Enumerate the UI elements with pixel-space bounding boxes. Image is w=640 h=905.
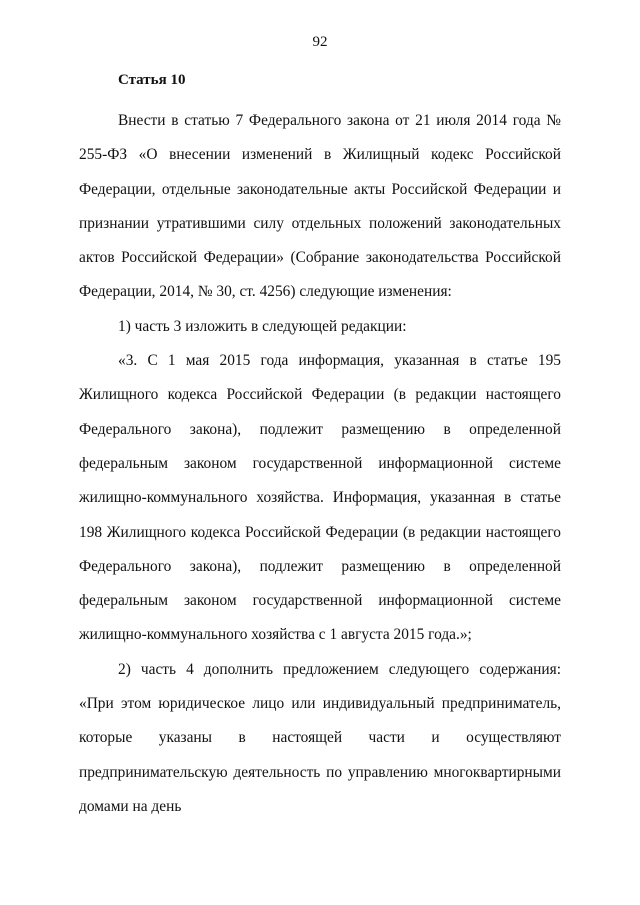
- paragraph-item-1: 1) часть 3 изложить в следующей редакции:: [118, 317, 407, 335]
- document-body: [79, 104, 561, 824]
- paragraph-quoted-part-3: «3. С 1 мая 2015 года информация, указанная в статье 195 Жилищного кодекса Российской Федерации (в редакции настоящего Федерального закона), подлежит размещению в определенной федеральным законом государственной информационной системе жилищно-коммунального хозяйства. Информация, указанная в статье 198 Жилищного кодекса Российской Федерации (в редакции настоящего Федерального закона), подлежит размещению в определенной федеральным законом государственной информационной системе жилищно-коммунального хозяйства с 1 августа 2015 года.»;: [79, 352, 561, 644]
- paragraph-item-2: 2) часть 4 дополнить предложением следующего содержания: «При этом юридическое лицо или индивидуальный предприниматель, которые указаны в настоящей части и осуществляют предпринимательскую деятельность по управлению многоквартирными домами на день: [79, 660, 561, 815]
- page-number: 92: [312, 34, 328, 50]
- paragraph-intro: Внести в статью 7 Федерального закона от 21 июля 2014 года № 255-ФЗ «О внесении изменений в Жилищный кодекс Российской Федерации, отдельные законодательные акты Российской Федерации и признании утратившими силу отдельных положений законодательных актов Российской Федерации» (Собрание законодательства Российской Федерации, 2014, № 30, ст. 4256) следующие изменения:: [79, 112, 561, 301]
- article-heading: Статья 10: [118, 72, 186, 88]
